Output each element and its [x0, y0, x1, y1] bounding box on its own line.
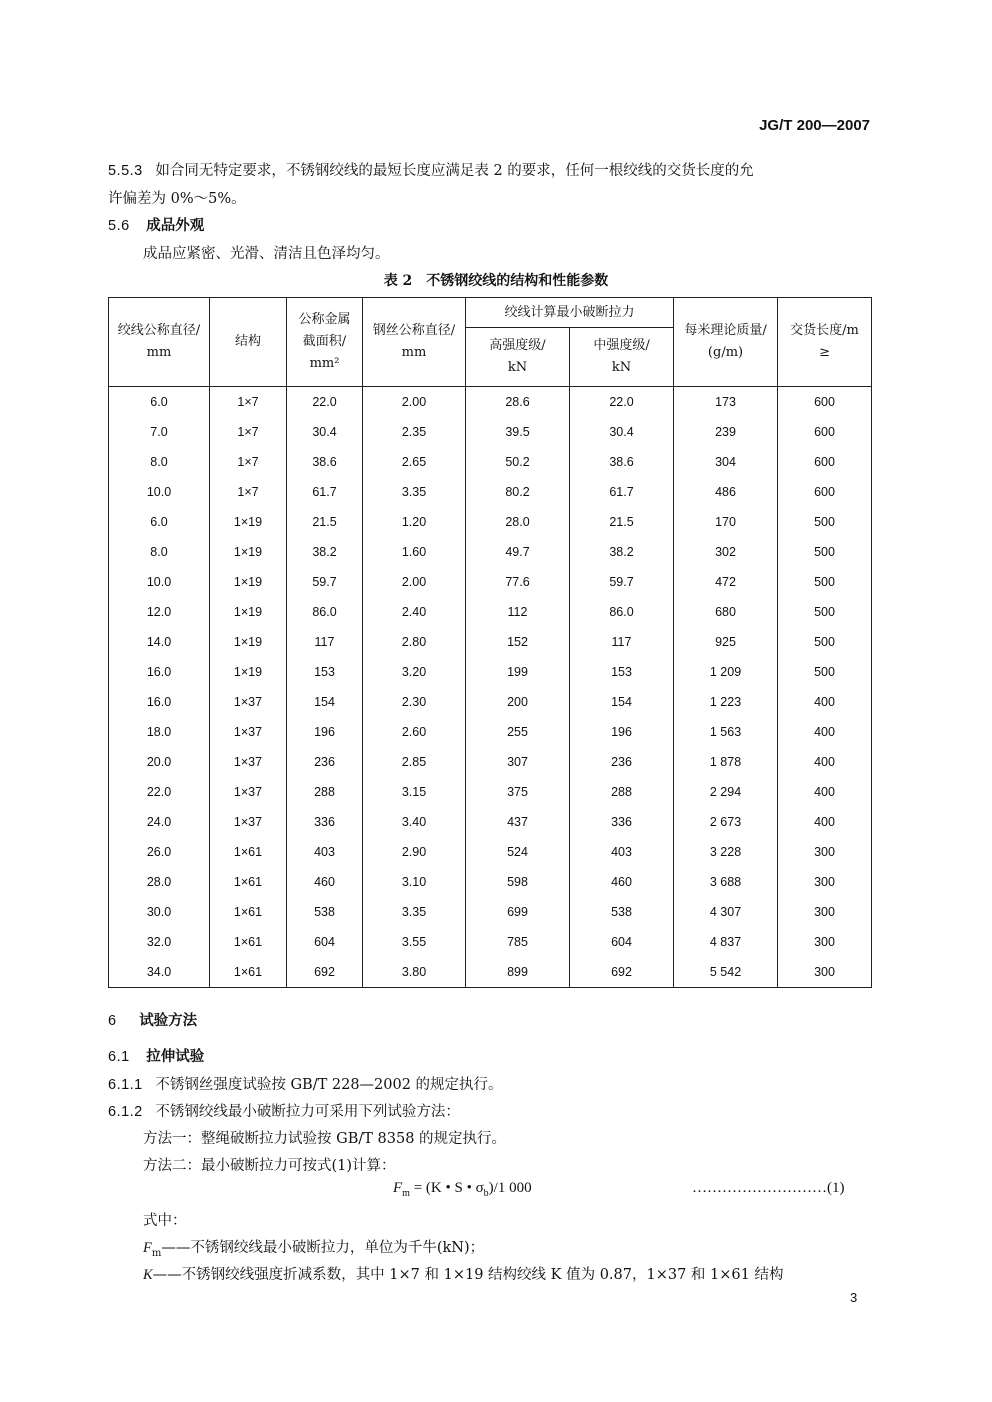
table-cell: 255	[466, 717, 570, 747]
table-cell: 300	[778, 867, 872, 897]
table-cell: 6.0	[109, 387, 210, 418]
table-cell: 300	[778, 957, 872, 988]
section-title: 试验方法	[139, 1012, 198, 1029]
table-row	[109, 567, 872, 597]
table-cell: 288	[287, 777, 363, 807]
table-cell: 2.90	[363, 837, 466, 867]
header-unit: kN	[507, 360, 528, 375]
table-cell: 2.00	[363, 567, 466, 597]
table-cell: 61.7	[287, 477, 363, 507]
header-wire-diameter	[363, 298, 466, 387]
table-cell: 524	[466, 837, 570, 867]
table-row	[109, 477, 872, 507]
table-cell: 8.0	[109, 537, 210, 567]
table-cell: 403	[287, 837, 363, 867]
header-strand-diameter	[109, 298, 210, 387]
clause-number: 6.1.1	[108, 1077, 143, 1093]
clause-number: 6.1.2	[108, 1104, 143, 1120]
table-row	[109, 627, 872, 657]
header-mass-per-meter	[674, 298, 778, 387]
table-row	[109, 807, 872, 837]
table-cell: 500	[778, 627, 872, 657]
table-cell: 86.0	[570, 597, 674, 627]
table-cell: 692	[570, 957, 674, 988]
table-cell: 1×19	[210, 657, 287, 687]
table-cell: 1 563	[674, 717, 778, 747]
page-number: 3	[850, 1290, 858, 1305]
table-row	[109, 657, 872, 687]
section-5-6-heading	[108, 213, 204, 239]
table-cell: 236	[287, 747, 363, 777]
table-cell: 400	[778, 687, 872, 717]
table-cell: 2.80	[363, 627, 466, 657]
table-cell: 600	[778, 417, 872, 447]
table-cell: 692	[287, 957, 363, 988]
table-cell: 2 294	[674, 777, 778, 807]
table-cell: 1×37	[210, 717, 287, 747]
table-cell: 50.2	[466, 447, 570, 477]
header-unit: mm²	[309, 356, 340, 371]
table-cell: 5 542	[674, 957, 778, 988]
header-unit: (g/m)	[707, 345, 744, 360]
table-cell: 300	[778, 927, 872, 957]
table-row	[109, 867, 872, 897]
clause-5-5-3-line1	[108, 158, 754, 184]
header-text: 交货长度/m	[790, 323, 859, 338]
table-cell: 30.4	[287, 417, 363, 447]
table-cell: 4 837	[674, 927, 778, 957]
section-number: 6	[108, 1013, 117, 1029]
definition-text: ——不锈钢绞线最小破断拉力，单位为千牛(kN)；	[161, 1240, 485, 1256]
table-cell: 170	[674, 507, 778, 537]
table-cell: 59.7	[570, 567, 674, 597]
table-cell: 38.6	[287, 447, 363, 477]
table-cell: 173	[674, 387, 778, 418]
table-cell: 1 209	[674, 657, 778, 687]
table-cell: 680	[674, 597, 778, 627]
table-cell: 22.0	[570, 387, 674, 418]
section-5-6-body: 成品应紧密、光滑、清洁且色泽均匀。	[143, 246, 390, 262]
header-delivery-length	[778, 298, 872, 387]
clause-6-1-1	[108, 1072, 503, 1098]
table-cell: 1×19	[210, 507, 287, 537]
table-caption: 表 2 不锈钢绞线的结构和性能参数	[383, 273, 609, 289]
header-text: 高强度级/	[489, 338, 546, 353]
table-cell: 302	[674, 537, 778, 567]
table-cell: 3.35	[363, 477, 466, 507]
table-cell: 4 307	[674, 897, 778, 927]
header-unit: kN	[611, 360, 632, 375]
table-cell: 538	[287, 897, 363, 927]
table-cell: 3.55	[363, 927, 466, 957]
table-cell: 12.0	[109, 597, 210, 627]
table-cell: 2.40	[363, 597, 466, 627]
table-row	[109, 387, 872, 418]
clause-text: 如合同无特定要求，不锈钢绞线的最短长度应满足表 2 的要求，任何一根绞线的交货长度的允	[155, 163, 754, 179]
table-row	[109, 537, 872, 567]
table-cell: 1×37	[210, 747, 287, 777]
table-cell: 1×61	[210, 927, 287, 957]
table-cell: 196	[570, 717, 674, 747]
formula-lhs-sub: m	[402, 1188, 410, 1199]
formula-lhs: F	[393, 1180, 403, 1196]
table-row	[109, 417, 872, 447]
table-cell: 400	[778, 717, 872, 747]
section-number: 5.6	[108, 218, 130, 234]
section-title: 成品外观	[146, 217, 205, 234]
table-row	[109, 957, 872, 988]
header-area	[287, 298, 363, 387]
table-cell: 1×37	[210, 687, 287, 717]
table-cell: 199	[466, 657, 570, 687]
header-structure: 结构	[210, 298, 287, 387]
table-cell: 304	[674, 447, 778, 477]
symbol-f: F	[143, 1240, 152, 1256]
header-unit: mm	[146, 345, 172, 360]
table-cell: 699	[466, 897, 570, 927]
header-text: 每米理论质量/	[684, 323, 767, 338]
header-text: 公称金属	[298, 312, 351, 327]
formula-rhs-tail: )/1 000	[488, 1180, 532, 1196]
table-cell: 437	[466, 807, 570, 837]
where-label: 式中：	[143, 1213, 187, 1229]
table-cell: 2.30	[363, 687, 466, 717]
table-cell: 117	[287, 627, 363, 657]
table-cell: 6.0	[109, 507, 210, 537]
section-title: 拉伸试验	[146, 1048, 205, 1065]
table-cell: 20.0	[109, 747, 210, 777]
table-row	[109, 747, 872, 777]
table-cell: 400	[778, 747, 872, 777]
table-cell: 500	[778, 537, 872, 567]
table-cell: 2.35	[363, 417, 466, 447]
table-cell: 3.15	[363, 777, 466, 807]
table-cell: 61.7	[570, 477, 674, 507]
table-cell: 32.0	[109, 927, 210, 957]
equation-number: ………………………(1)	[692, 1180, 845, 1196]
table-cell: 1×19	[210, 567, 287, 597]
table-cell: 1×37	[210, 777, 287, 807]
table-cell: 400	[778, 807, 872, 837]
table-cell: 604	[570, 927, 674, 957]
table-cell: 604	[287, 927, 363, 957]
table-cell: 153	[570, 657, 674, 687]
table-cell: 600	[778, 387, 872, 418]
header-text: 钢丝公称直径/	[372, 323, 456, 338]
table-cell: 2 673	[674, 807, 778, 837]
symbol-k: K	[143, 1267, 153, 1283]
table-body	[109, 387, 872, 988]
table-cell: 77.6	[466, 567, 570, 597]
table-cell: 10.0	[109, 477, 210, 507]
table-cell: 3.35	[363, 897, 466, 927]
table-row	[109, 507, 872, 537]
table-cell: 152	[466, 627, 570, 657]
table-cell: 3.40	[363, 807, 466, 837]
table-row	[109, 447, 872, 477]
definition-k	[143, 1262, 783, 1288]
table-cell: 3.10	[363, 867, 466, 897]
header-medium-grade	[570, 328, 674, 387]
table-cell: 38.2	[570, 537, 674, 567]
formula-rhs-sub: b	[483, 1188, 489, 1199]
strand-parameter-table	[108, 297, 872, 988]
table-cell: 21.5	[287, 507, 363, 537]
table-cell: 336	[287, 807, 363, 837]
table-cell: 1×7	[210, 417, 287, 447]
table-cell: 400	[778, 777, 872, 807]
table-row	[109, 837, 872, 867]
table-cell: 460	[287, 867, 363, 897]
table-cell: 117	[570, 627, 674, 657]
table-cell: 1×37	[210, 807, 287, 837]
table-cell: 925	[674, 627, 778, 657]
table-row	[109, 777, 872, 807]
symbol-sub: m	[151, 1247, 162, 1259]
table-cell: 2.85	[363, 747, 466, 777]
table-cell: 1×61	[210, 867, 287, 897]
table-cell: 300	[778, 837, 872, 867]
table-cell: 500	[778, 597, 872, 627]
table-cell: 39.5	[466, 417, 570, 447]
table-cell: 2.65	[363, 447, 466, 477]
table-cell: 3 228	[674, 837, 778, 867]
table-cell: 336	[570, 807, 674, 837]
header-high-grade	[466, 328, 570, 387]
table-cell: 2.60	[363, 717, 466, 747]
formula-rhs: = (K • S • σ	[413, 1180, 484, 1196]
table-cell: 28.6	[466, 387, 570, 418]
table-cell: 28.0	[109, 867, 210, 897]
table-cell: 30.4	[570, 417, 674, 447]
table-cell: 22.0	[287, 387, 363, 418]
table-cell: 1×61	[210, 957, 287, 988]
definition-text: ——不锈钢绞线强度折减系数，其中 1×7 和 1×19 结构绞线 K 值为 0.87，1×37 和 1×61 结构	[152, 1267, 784, 1283]
table-cell: 10.0	[109, 567, 210, 597]
table-cell: 21.5	[570, 507, 674, 537]
table-cell: 8.0	[109, 447, 210, 477]
clause-text: 不锈钢绞线最小破断拉力可采用下列试验方法：	[155, 1104, 460, 1120]
table-cell: 236	[570, 747, 674, 777]
breaking-force-formula	[393, 1180, 532, 1199]
table-cell: 1.60	[363, 537, 466, 567]
table-cell: 3.80	[363, 957, 466, 988]
table-cell: 239	[674, 417, 778, 447]
table-cell: 16.0	[109, 687, 210, 717]
standard-code: JG/T 200—2007	[759, 117, 870, 134]
table-cell: 598	[466, 867, 570, 897]
table-cell: 7.0	[109, 417, 210, 447]
table-cell: 153	[287, 657, 363, 687]
table-cell: 1×7	[210, 447, 287, 477]
header-text: 绞线公称直径/	[117, 323, 201, 338]
table-row	[109, 687, 872, 717]
table-cell: 38.6	[570, 447, 674, 477]
table-cell: 14.0	[109, 627, 210, 657]
table-cell: 500	[778, 567, 872, 597]
table-cell: 1×19	[210, 597, 287, 627]
section-6-1-heading	[108, 1044, 204, 1070]
table-cell: 34.0	[109, 957, 210, 988]
table-cell: 1×7	[210, 387, 287, 418]
table-cell: 154	[287, 687, 363, 717]
table-cell: 18.0	[109, 717, 210, 747]
table-cell: 3.20	[363, 657, 466, 687]
method-one: 方法一：整绳破断拉力试验按 GB/T 8358 的规定执行。	[143, 1131, 507, 1147]
table-cell: 300	[778, 897, 872, 927]
table-cell: 154	[570, 687, 674, 717]
table-cell: 403	[570, 837, 674, 867]
table-cell: 196	[287, 717, 363, 747]
table-cell: 49.7	[466, 537, 570, 567]
clause-number: 5.5.3	[108, 163, 143, 179]
table-cell: 1×61	[210, 897, 287, 927]
table-cell: 22.0	[109, 777, 210, 807]
table-cell: 600	[778, 477, 872, 507]
table-cell: 59.7	[287, 567, 363, 597]
table-cell: 1 223	[674, 687, 778, 717]
header-text: 截面积/	[302, 334, 347, 349]
header-text: 中强度级/	[593, 338, 650, 353]
table-row	[109, 717, 872, 747]
table-cell: 112	[466, 597, 570, 627]
table-cell: 1×7	[210, 477, 287, 507]
clause-6-1-2	[108, 1099, 460, 1125]
table-row	[109, 597, 872, 627]
header-unit: mm	[401, 345, 427, 360]
method-two: 方法二：最小破断拉力可按式(1)计算：	[143, 1158, 396, 1174]
table-cell: 899	[466, 957, 570, 988]
section-number: 6.1	[108, 1049, 130, 1065]
table-cell: 472	[674, 567, 778, 597]
table-cell: 86.0	[287, 597, 363, 627]
table-cell: 460	[570, 867, 674, 897]
table-cell: 3 688	[674, 867, 778, 897]
table-cell: 38.2	[287, 537, 363, 567]
table-cell: 30.0	[109, 897, 210, 927]
table-row	[109, 927, 872, 957]
table-cell: 375	[466, 777, 570, 807]
clause-5-5-3-line2: 许偏差为 0%～5%。	[108, 191, 246, 207]
section-6-heading	[108, 1008, 197, 1034]
header-unit: ≥	[819, 345, 830, 360]
table-cell: 288	[570, 777, 674, 807]
clause-text: 不锈钢丝强度试验按 GB/T 228—2002 的规定执行。	[155, 1077, 503, 1093]
header-breaking-force-group: 绞线计算最小破断拉力	[466, 298, 674, 328]
table-row	[109, 897, 872, 927]
table-cell: 200	[466, 687, 570, 717]
table-cell: 538	[570, 897, 674, 927]
table-cell: 80.2	[466, 477, 570, 507]
table-cell: 486	[674, 477, 778, 507]
table-cell: 500	[778, 657, 872, 687]
table-cell: 785	[466, 927, 570, 957]
table-cell: 28.0	[466, 507, 570, 537]
table-cell: 24.0	[109, 807, 210, 837]
table-cell: 1.20	[363, 507, 466, 537]
table-cell: 1×61	[210, 837, 287, 867]
table-cell: 1×19	[210, 537, 287, 567]
table-cell: 500	[778, 507, 872, 537]
table-cell: 1×19	[210, 627, 287, 657]
table-cell: 16.0	[109, 657, 210, 687]
table-cell: 2.00	[363, 387, 466, 418]
table-cell: 600	[778, 447, 872, 477]
table-cell: 307	[466, 747, 570, 777]
table-cell: 1 878	[674, 747, 778, 777]
table-cell: 26.0	[109, 837, 210, 867]
